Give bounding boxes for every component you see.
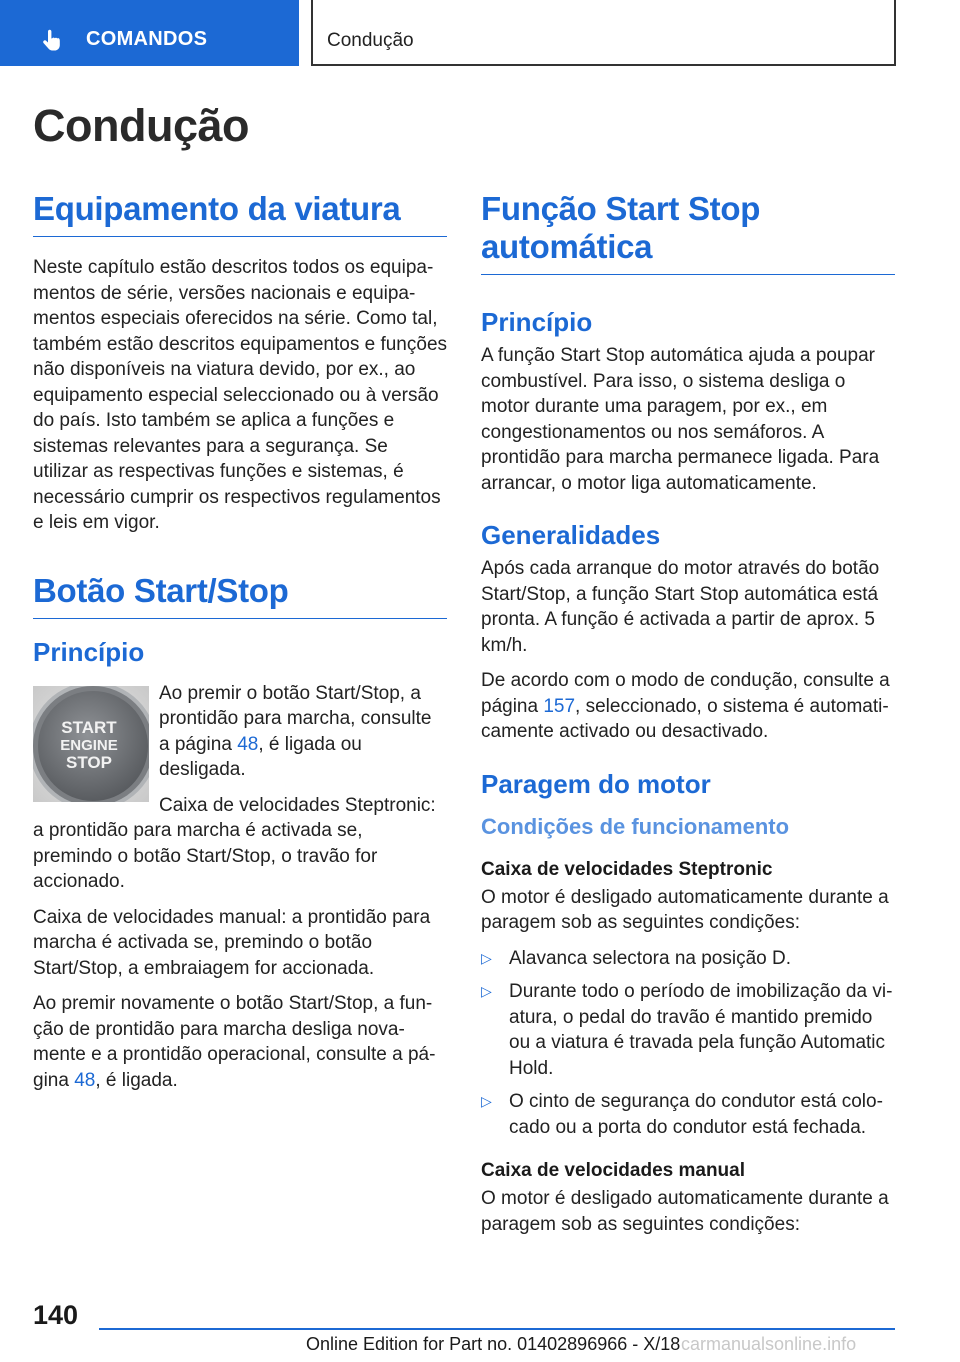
chapter-tab-label: COMANDOS [86,28,208,50]
page-number: 140 [33,1300,79,1330]
button-label-line-1: START [61,717,117,737]
paragraph-steptronic-left: Caixa de velocidades Steptronic: a prontidão para marcha é activada se, premindo o botão Start/Stop, o travão for accionado. [33,794,436,892]
paragraph-generalidades-2: De acordo com o modo de condução, consulte a página 157, seleccionado, o sistema é automaticamente activado ou desactivado. [481,670,890,742]
section-header-label: Condução [327,30,414,51]
section-title-equipamento: Equipamento da viatura [33,190,447,237]
list-item: ▷ O cinto de segurança do condutor está colocado ou a porta do condutor está fechada. [481,1091,883,1138]
watermark: carmanualsonline.info [681,1334,857,1354]
paragraph-premir-novamente: Ao premir novamente o botão Start/Stop, a função de prontidão para marcha desliga novamente e a prontidão operacional, consulte a página 48, é ligada. [33,993,436,1091]
section-title-start-stop: Função Start Stop automática [481,190,895,275]
subsection-paragem: Paragem do motor [481,768,711,799]
subsection-principio-left: Princípio [33,636,145,667]
page-link-157[interactable]: 157 [543,695,576,717]
button-label-line-3: STOP [66,752,112,772]
footer-edition: Online Edition for Part no. 01402896966 - X/18 [306,1334,681,1354]
footer-divider [99,1328,895,1330]
list-item: ▷ Alavanca selectora na posição D. [481,946,895,972]
paragraph-manual-left: Caixa de velocidades manual: a prontidão para marcha é activada se, premindo o botão Start/Stop, a embraiagem for accionada. [33,906,431,979]
section-header [311,0,896,66]
left-column [33,190,447,1103]
list-item: ▷ Durante todo o período de imobilização da viatura, o pedal do travão é mantido premido ou a viatura é travada pela função Automatic Hold. [481,981,893,1079]
button-label-line-2: ENGINE [60,736,118,754]
start-stop-button-image [33,686,149,802]
heading-steptronic: Caixa de velocidades Steptronic [481,858,773,880]
subsection-principio-right: Princípio [481,307,593,337]
triangle-bullet-icon: ▷ [481,1093,492,1109]
chapter-tab[interactable] [0,0,299,66]
heading-manual: Caixa de velocidades manual [481,1160,746,1181]
hand-pointer-icon [40,28,64,52]
paragraph-steptronic-right: O motor é desligado automaticamente durante a paragem sob as seguintes condições: [481,886,889,933]
page-link-48-b[interactable]: 48 [74,1069,96,1091]
paragraph-manual-right: O motor é desligado automaticamente durante a paragem sob as seguintes condições: [481,1188,889,1235]
subsection-generalidades: Generalidades [481,520,661,550]
paragraph-generalidades-1: Após cada arranque do motor através do botão Start/Stop, a função Start Stop automática está pronta. A função é activada a partir de aprox. 5 km/h. [481,558,880,656]
paragraph-principio: A função Start Stop automática ajuda a poupar combustível. Para isso, o sistema desliga o motor durante uma paragem, por ex., em congestionamentos ou nos semáforos. A prontidão para marcha permanece ligada. Para arrancar, o motor liga automaticamente. [481,345,880,494]
triangle-bullet-icon: ▷ [481,949,492,966]
page-title: Condução [33,100,249,151]
conditions-list [481,946,895,1141]
subsection-condicoes: Condições de funcionamento [481,813,790,839]
triangle-bullet-icon: ▷ [481,983,492,999]
paragraph-equipamento: Neste capítulo estão descritos todos os equipamentos de série, versões nacionais e equipamentos especiais oferecidos na série. Como tal, também estão descritos equipamentos e funções não disponíveis na viatura devido, por ex., ao equipamento especial seleccionado ou à versão do país. Isto também se aplica a funções e sistemas relevantes para a segurança. Se utilizar as respectivas funções e sistemas, é necessário cumprir os respectivos regulamentos e leis em vigor. [33,257,448,533]
paragraph-premir: Ao premir o botão Start/Stop, a prontidão para marcha, consulte a página 48, é ligada ou desligada. [159,682,432,780]
section-title-botao: Botão Start/Stop [33,572,447,619]
right-column [481,190,895,1247]
page-link-48-a[interactable]: 48 [237,733,259,755]
